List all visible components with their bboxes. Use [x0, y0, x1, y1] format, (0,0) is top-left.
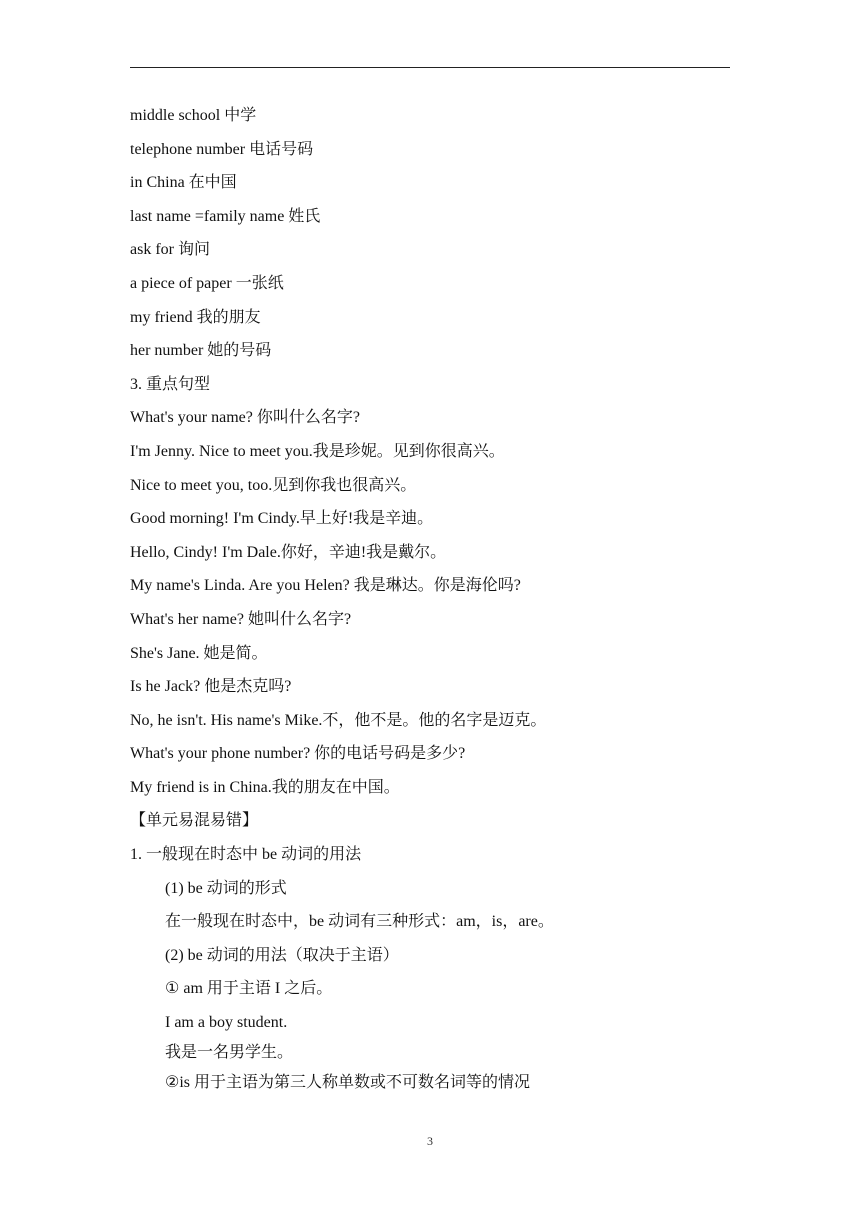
text-line: a piece of paper 一张纸 — [130, 274, 284, 292]
text-line: Nice to meet you, too.见到你我也很高兴。 — [130, 476, 417, 494]
text-line: What's your phone number? 你的电话号码是多少? — [130, 745, 466, 763]
example-sentence: I am a boy student. — [165, 1014, 288, 1032]
text-line: She's Jane. 她是简。 — [130, 644, 268, 662]
header-rule — [130, 67, 730, 68]
text-line: Hello, Cindy! I'm Dale.你好，辛迪!我是戴尔。 — [130, 543, 447, 561]
text-line: her number 她的号码 — [130, 342, 272, 360]
section-heading: 1. 一般现在时态中 be 动词的用法 — [130, 846, 362, 864]
indented-line: (2) be 动词的用法（取决于主语） — [165, 946, 399, 964]
text-line: My name's Linda. Are you Helen? 我是琳达。你是海伦吗? — [130, 577, 521, 595]
text-line: middle school 中学 — [130, 107, 257, 124]
section-heading: 3. 重点句型 — [130, 375, 211, 393]
section-heading: 【单元易混易错】 — [130, 812, 259, 830]
text-line: What's her name? 她叫什么名字? — [130, 610, 352, 628]
text-line: ask for 询问 — [130, 241, 210, 259]
text-line: I'm Jenny. Nice to meet you.我是珍妮。见到你很高兴。 — [130, 442, 505, 460]
text-line: my friend 我的朋友 — [130, 308, 261, 326]
text-line: Good morning! I'm Cindy.早上好!我是辛迪。 — [130, 510, 434, 528]
text-line: My friend is in China.我的朋友在中国。 — [130, 778, 400, 796]
indented-line: ① am 用于主语 I 之后。 — [165, 980, 333, 998]
text-line: No, he isn't. His name's Mike.不，他不是。他的名字是迈克。 — [130, 711, 547, 729]
text-line: Is he Jack? 他是杰克吗? — [130, 678, 292, 696]
text-line: in China 在中国 — [130, 174, 237, 192]
text-body — [130, 103, 750, 1104]
text-line: last name =family name 姓氏 — [130, 207, 321, 225]
example-translation: 我是一名男学生。 — [165, 1044, 294, 1062]
indented-line: 在一般现在时态中，be 动词有三种形式：am，is，are。 — [165, 913, 554, 931]
indented-line: ②is 用于主语为第三人称单数或不可数名词等的情况 — [165, 1074, 531, 1092]
indented-line: (1) be 动词的形式 — [165, 879, 287, 897]
text-line: What's your name? 你叫什么名字? — [130, 409, 360, 427]
page-number: 3 — [427, 1134, 433, 1148]
text-line: telephone number 电话号码 — [130, 140, 314, 158]
